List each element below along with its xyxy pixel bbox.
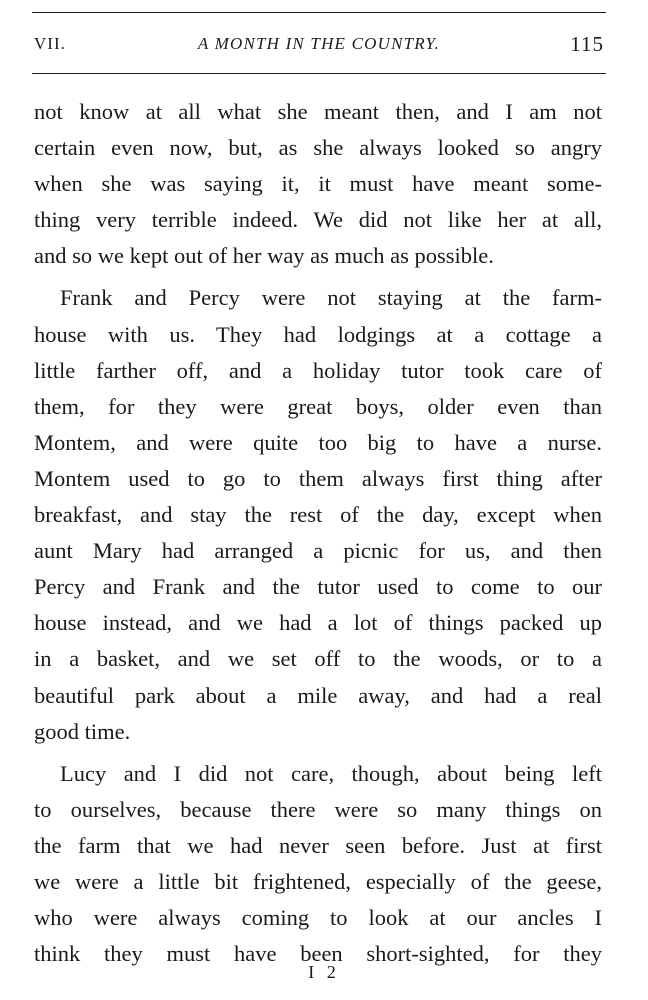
text-line: think they must have been short-sighted, for they	[34, 941, 602, 967]
paragraph	[34, 94, 602, 274]
text-line: Frank and Percy were not staying at the farm-	[60, 285, 602, 311]
page-number: 115	[570, 32, 604, 56]
text-line: Percy and Frank and the tutor used to come to our	[34, 574, 602, 600]
running-head	[32, 32, 606, 66]
body-text	[34, 94, 602, 972]
header-rule-top	[32, 12, 606, 13]
text-line: good time.	[34, 718, 131, 744]
signature-mark: I 2	[308, 962, 340, 982]
paragraph	[34, 280, 602, 749]
text-line: when she was saying it, it must have meant some-	[34, 171, 602, 197]
text-line: house with us. They had lodgings at a cottage a	[34, 321, 602, 347]
text-line: and so we kept out of her way as much as possible.	[34, 243, 494, 269]
text-line: them, for they were great boys, older even than	[34, 393, 602, 419]
text-line: certain even now, but, as she always looked so angry	[34, 135, 602, 161]
text-line: not know at all what she meant then, and I am not	[34, 99, 602, 124]
text-line: we were a little bit frightened, especially of the geese,	[34, 868, 602, 894]
text-line: aunt Mary had arranged a picnic for us, and then	[34, 538, 602, 564]
text-line: to ourselves, because there were so many things on	[34, 796, 602, 822]
text-line: Lucy and I did not care, though, about being left	[60, 760, 602, 786]
header-rule-bottom	[32, 73, 606, 74]
text-line: Montem used to go to them always first thing after	[34, 465, 602, 491]
text-line: breakfast, and stay the rest of the day, except when	[34, 502, 602, 528]
text-line: the farm that we had never seen before. Just at first	[34, 832, 602, 858]
text-line: beautiful park about a mile away, and had a real	[34, 682, 602, 708]
chapter-number: VII.	[34, 34, 66, 53]
text-line: Montem, and were quite too big to have a nurse.	[34, 429, 602, 455]
text-line: house instead, and we had a lot of things packed up	[34, 610, 602, 636]
running-title: A MONTH IN THE COUNTRY.	[197, 34, 441, 53]
text-line: little farther off, and a holiday tutor took care of	[34, 357, 602, 383]
text-line: in a basket, and we set off to the woods, or to a	[34, 646, 602, 672]
text-line: thing very terrible indeed. We did not like her at all,	[34, 207, 602, 233]
text-line: who were always coming to look at our ancles I	[34, 905, 602, 931]
paragraph	[34, 756, 602, 973]
